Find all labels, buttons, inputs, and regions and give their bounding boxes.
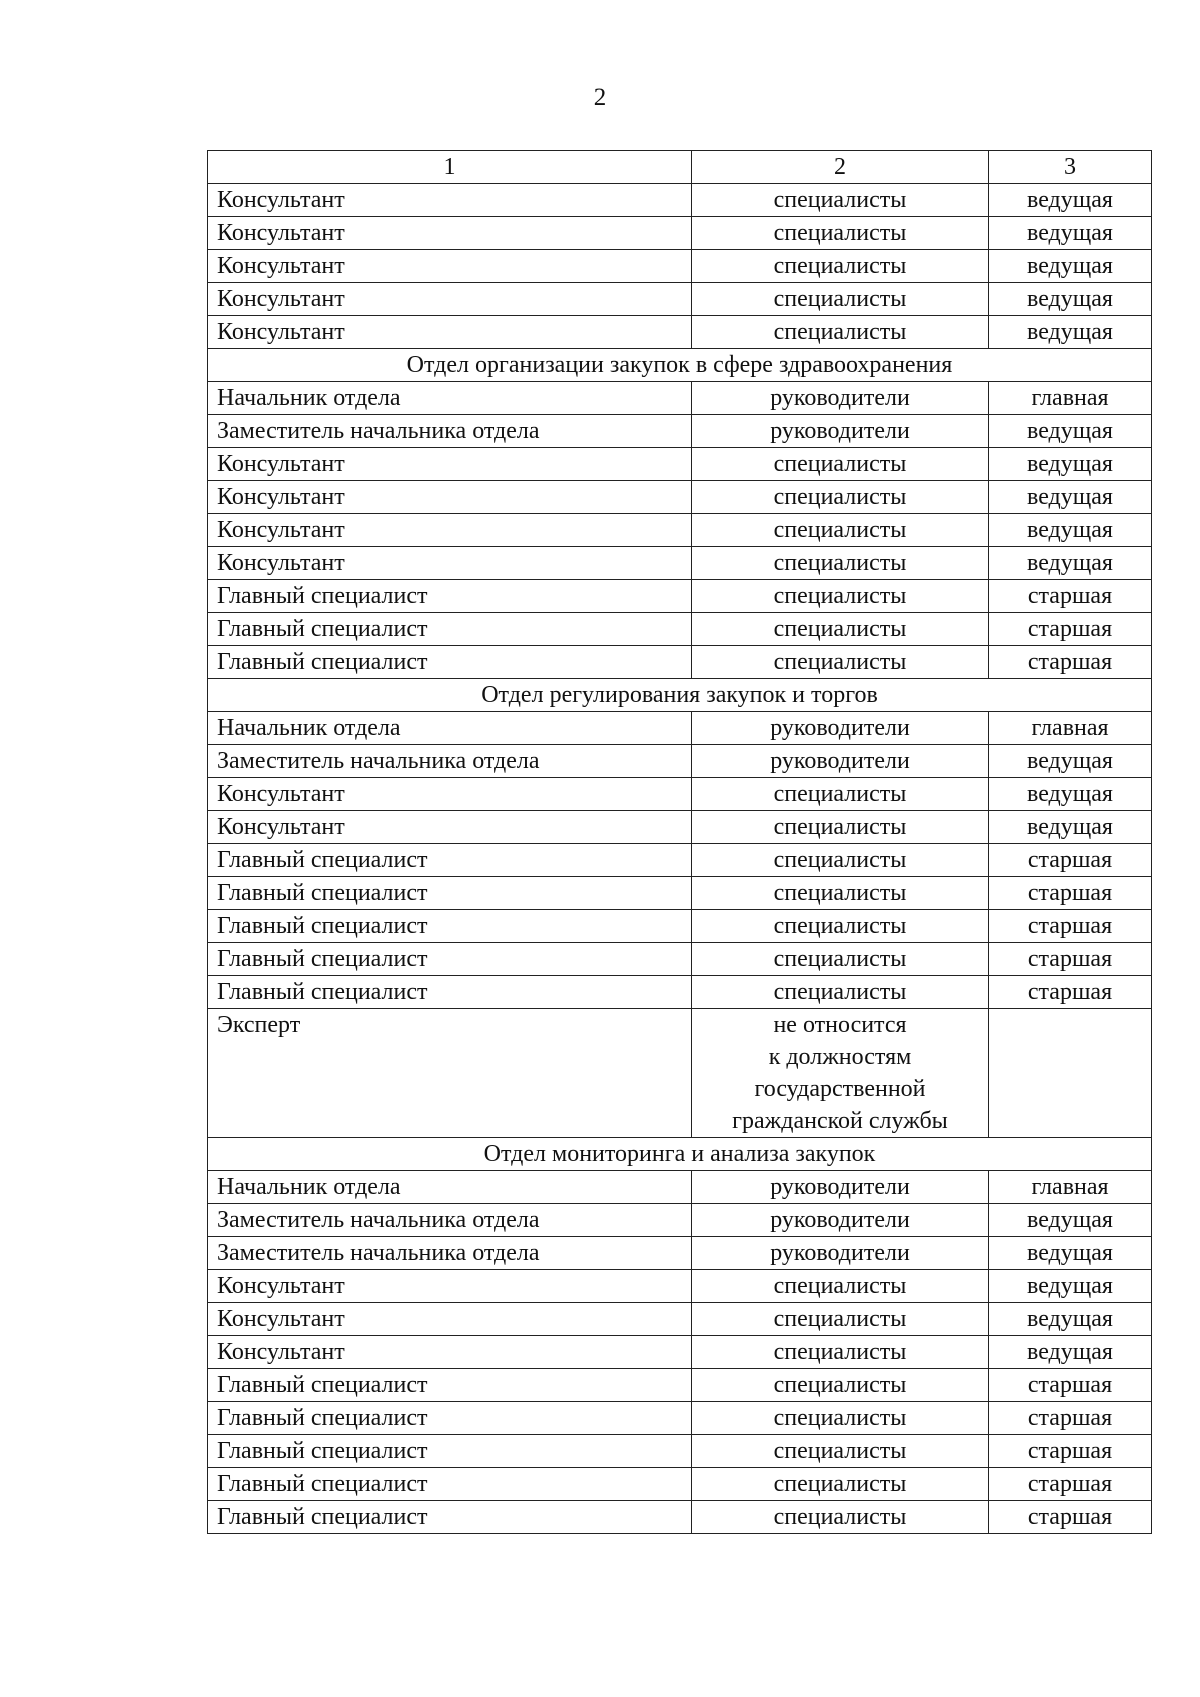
- position-cell: Начальник отдела: [208, 382, 692, 415]
- position-cell: Консультант: [208, 778, 692, 811]
- category-cell: специалисты: [692, 1369, 989, 1402]
- table-row: [208, 250, 1152, 283]
- category-cell: специалисты: [692, 217, 989, 250]
- category-cell: специалисты: [692, 547, 989, 580]
- position-cell: Главный специалист: [208, 646, 692, 679]
- group-cell: старшая: [989, 1402, 1152, 1435]
- position-cell: Начальник отдела: [208, 712, 692, 745]
- category-cell: специалисты: [692, 844, 989, 877]
- category-cell: специалисты: [692, 1501, 989, 1534]
- group-cell: ведущая: [989, 1237, 1152, 1270]
- category-cell: специалисты: [692, 1270, 989, 1303]
- table-row: [208, 1435, 1152, 1468]
- category-cell: специалисты: [692, 613, 989, 646]
- table-row: [208, 1204, 1152, 1237]
- table-row: [208, 1369, 1152, 1402]
- position-cell: Главный специалист: [208, 910, 692, 943]
- group-cell: ведущая: [989, 184, 1152, 217]
- category-line: государственной: [754, 1076, 926, 1102]
- category-cell: специалисты: [692, 316, 989, 349]
- category-cell: специалисты: [692, 1303, 989, 1336]
- position-cell: Консультант: [208, 1303, 692, 1336]
- table-row: [208, 514, 1152, 547]
- group-cell: старшая: [989, 1369, 1152, 1402]
- group-cell: ведущая: [989, 778, 1152, 811]
- group-cell: ведущая: [989, 547, 1152, 580]
- group-cell: старшая: [989, 580, 1152, 613]
- group-cell: ведущая: [989, 316, 1152, 349]
- group-cell: ведущая: [989, 415, 1152, 448]
- position-cell: Главный специалист: [208, 580, 692, 613]
- category-cell: руководители: [692, 382, 989, 415]
- position-cell: Консультант: [208, 514, 692, 547]
- group-cell: ведущая: [989, 448, 1152, 481]
- table-row: [208, 844, 1152, 877]
- header-cell-1: 1: [208, 151, 692, 184]
- section-row: [208, 1138, 1152, 1171]
- position-cell: Заместитель начальника отдела: [208, 415, 692, 448]
- category-cell: специалисты: [692, 811, 989, 844]
- category-cell: специалисты: [692, 1336, 989, 1369]
- group-cell: ведущая: [989, 1303, 1152, 1336]
- position-cell: Главный специалист: [208, 1501, 692, 1534]
- section-row: [208, 679, 1152, 712]
- group-cell: старшая: [989, 1501, 1152, 1534]
- table-row: [208, 745, 1152, 778]
- table-row: [208, 448, 1152, 481]
- category-cell: специалисты: [692, 481, 989, 514]
- position-cell: Главный специалист: [208, 1468, 692, 1501]
- category-cell: специалисты: [692, 646, 989, 679]
- group-cell: главная: [989, 1171, 1152, 1204]
- category-cell: руководители: [692, 1204, 989, 1237]
- header-row: [208, 151, 1152, 184]
- group-cell: старшая: [989, 910, 1152, 943]
- position-cell: Консультант: [208, 1270, 692, 1303]
- table-row: [208, 877, 1152, 910]
- category-cell: руководители: [692, 1171, 989, 1204]
- group-cell: старшая: [989, 976, 1152, 1009]
- table-row: [208, 1270, 1152, 1303]
- table-row: [208, 580, 1152, 613]
- group-cell: ведущая: [989, 250, 1152, 283]
- table-row: [208, 910, 1152, 943]
- table-row: [208, 1402, 1152, 1435]
- category-cell: специалисты: [692, 1468, 989, 1501]
- group-cell: старшая: [989, 844, 1152, 877]
- position-cell: Консультант: [208, 811, 692, 844]
- header-cell-2: 2: [692, 151, 989, 184]
- table-row: [208, 217, 1152, 250]
- table-row: [208, 415, 1152, 448]
- table-row: [208, 778, 1152, 811]
- group-cell: старшая: [989, 1435, 1152, 1468]
- group-cell: старшая: [989, 613, 1152, 646]
- group-cell: ведущая: [989, 1270, 1152, 1303]
- table-row: [208, 1237, 1152, 1270]
- position-cell: Начальник отдела: [208, 1171, 692, 1204]
- position-cell: Главный специалист: [208, 844, 692, 877]
- position-cell: Главный специалист: [208, 1402, 692, 1435]
- page-number: 2: [593, 84, 607, 111]
- position-cell: Консультант: [208, 184, 692, 217]
- position-cell: Заместитель начальника отдела: [208, 1204, 692, 1237]
- position-cell: Консультант: [208, 217, 692, 250]
- position-cell: Консультант: [208, 547, 692, 580]
- category-cell: специалисты: [692, 514, 989, 547]
- position-cell: Консультант: [208, 316, 692, 349]
- position-cell: Заместитель начальника отдела: [208, 1237, 692, 1270]
- category-cell: специалисты: [692, 250, 989, 283]
- category-cell: руководители: [692, 415, 989, 448]
- table-row: [208, 1336, 1152, 1369]
- table-row: [208, 184, 1152, 217]
- table-row: [208, 943, 1152, 976]
- position-cell: Консультант: [208, 1336, 692, 1369]
- category-cell: руководители: [692, 745, 989, 778]
- section-title: Отдел регулирования закупок и торгов: [208, 679, 1152, 712]
- category-cell: специалисты: [692, 910, 989, 943]
- header-cell-3: 3: [989, 151, 1152, 184]
- category-line: гражданской службы: [732, 1108, 948, 1134]
- table-row: [208, 811, 1152, 844]
- group-cell: ведущая: [989, 1336, 1152, 1369]
- category-cell: специалисты: [692, 1435, 989, 1468]
- group-cell: ведущая: [989, 514, 1152, 547]
- category-cell: специалисты: [692, 877, 989, 910]
- group-cell: ведущая: [989, 481, 1152, 514]
- group-cell: ведущая: [989, 745, 1152, 778]
- category-cell: руководители: [692, 712, 989, 745]
- category-cell: специалисты: [692, 976, 989, 1009]
- table-row: [208, 316, 1152, 349]
- table-row: [208, 712, 1152, 745]
- table-row: [208, 613, 1152, 646]
- group-cell: ведущая: [989, 217, 1152, 250]
- position-cell: Главный специалист: [208, 976, 692, 1009]
- table-row: [208, 1468, 1152, 1501]
- position-cell: Главный специалист: [208, 877, 692, 910]
- group-cell: старшая: [989, 943, 1152, 976]
- category-cell: руководители: [692, 1237, 989, 1270]
- group-cell: ведущая: [989, 811, 1152, 844]
- position-cell: Главный специалист: [208, 1369, 692, 1402]
- category-cell: специалисты: [692, 1402, 989, 1435]
- table-row: [208, 1171, 1152, 1204]
- category-line: к должностям: [768, 1044, 912, 1070]
- positions-table: [207, 150, 1152, 1534]
- group-cell: старшая: [989, 646, 1152, 679]
- category-cell: специалисты: [692, 943, 989, 976]
- group-cell: главная: [989, 382, 1152, 415]
- position-cell: Эксперт: [208, 1009, 692, 1138]
- group-cell: [989, 1009, 1152, 1138]
- table-row: [208, 547, 1152, 580]
- group-cell: ведущая: [989, 283, 1152, 316]
- position-cell: Консультант: [208, 283, 692, 316]
- position-cell: Консультант: [208, 250, 692, 283]
- group-cell: ведущая: [989, 1204, 1152, 1237]
- category-cell: специалисты: [692, 184, 989, 217]
- table-body: [208, 184, 1152, 1534]
- table-row: [208, 1501, 1152, 1534]
- section-title: Отдел организации закупок в сфере здравоохранения: [208, 349, 1152, 382]
- table-row: [208, 646, 1152, 679]
- table-row: [208, 283, 1152, 316]
- group-cell: старшая: [989, 877, 1152, 910]
- position-cell: Главный специалист: [208, 613, 692, 646]
- group-cell: главная: [989, 712, 1152, 745]
- category-cell: специалисты: [692, 580, 989, 613]
- category-cell: специалисты: [692, 283, 989, 316]
- table-row: [208, 1009, 1152, 1138]
- category-line: не относится: [773, 1012, 907, 1038]
- position-cell: Главный специалист: [208, 1435, 692, 1468]
- category-cell: [692, 1009, 989, 1138]
- category-cell: специалисты: [692, 448, 989, 481]
- table-row: [208, 481, 1152, 514]
- table-row: [208, 976, 1152, 1009]
- table-row: [208, 1303, 1152, 1336]
- position-cell: Консультант: [208, 481, 692, 514]
- section-row: [208, 349, 1152, 382]
- section-title: Отдел мониторинга и анализа закупок: [208, 1138, 1152, 1171]
- table-row: [208, 382, 1152, 415]
- category-cell: специалисты: [692, 778, 989, 811]
- position-cell: Главный специалист: [208, 943, 692, 976]
- position-cell: Консультант: [208, 448, 692, 481]
- group-cell: старшая: [989, 1468, 1152, 1501]
- position-cell: Заместитель начальника отдела: [208, 745, 692, 778]
